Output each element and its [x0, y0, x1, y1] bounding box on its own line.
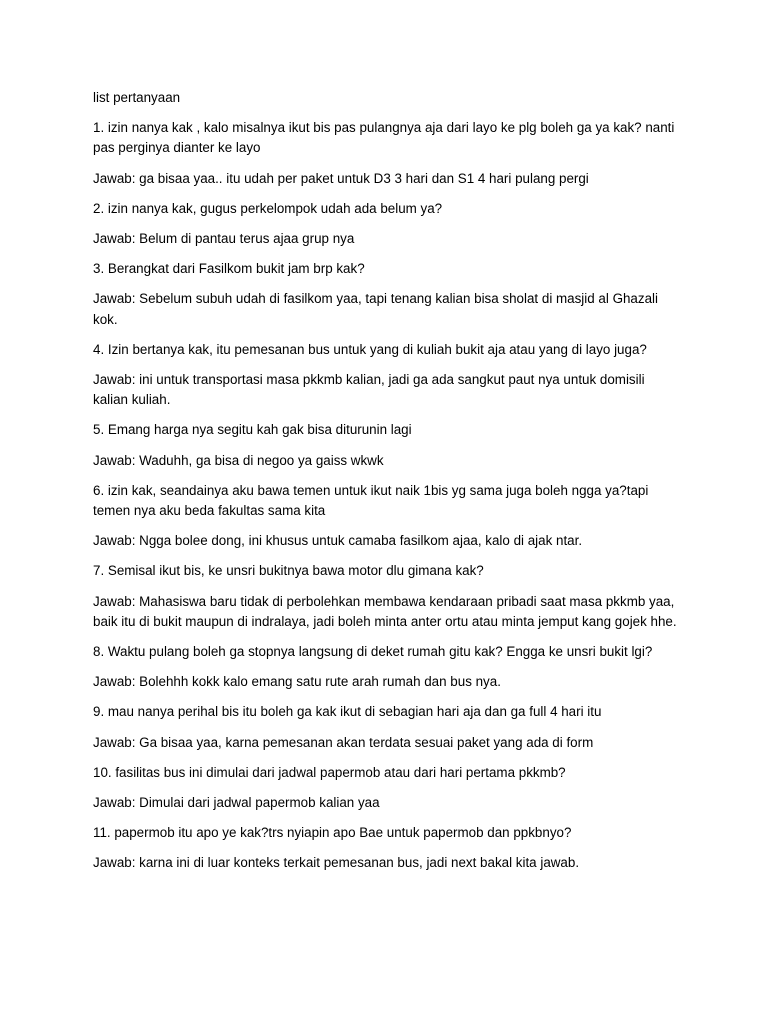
document-title: list pertanyaan [93, 90, 181, 105]
answer-10: Jawab: Dimulai dari jadwal papermob kalian yaa [93, 795, 380, 811]
question-10: 10. fasilitas bus ini dimulai dari jadwal papermob atau dari hari pertama pkkmb? [93, 764, 566, 780]
question-5: 5. Emang harga nya segitu kah gak bisa diturunin lagi [93, 422, 412, 438]
answer-6: Jawab: Ngga bolee dong, ini khusus untuk camaba fasilkom ajaa, kalo di ajak ntar. [93, 533, 583, 549]
question-4: 4. Izin bertanya kak, itu pemesanan bus untuk yang di kuliah bukit aja atau yang di layo juga? [93, 341, 647, 357]
answer-1: Jawab: ga bisaa yaa.. itu udah per paket untuk D3 3 hari dan S1 4 hari pulang pergi [93, 170, 589, 186]
document-page [93, 88, 683, 884]
answer-9: Jawab: Ga bisaa yaa, karna pemesanan akan terdata sesuai paket yang ada di form [93, 734, 594, 750]
question-3: 3. Berangkat dari Fasilkom bukit jam brp kak? [93, 261, 365, 277]
question-8: 8. Waktu pulang boleh ga stopnya langsung di deket rumah gitu kak? Engga ke unsri bukit lgi? [93, 644, 653, 660]
answer-7: Jawab: Mahasiswa baru tidak di perbolehkan membawa kendaraan pribadi saat masa pkkmb yaa, baik itu di bukit maupun di indralaya, jadi boleh minta anter ortu atau minta jemput kang gojek hhe. [93, 593, 677, 629]
answer-3: Jawab: Sebelum subuh udah di fasilkom yaa, tapi tenang kalian bisa sholat di masjid al Ghazali kok. [93, 291, 658, 327]
answer-5: Jawab: Waduhh, ga bisa di negoo ya gaiss wkwk [93, 452, 384, 468]
question-9: 9. mau nanya perihal bis itu boleh ga kak ikut di sebagian hari aja dan ga full 4 hari itu [93, 704, 602, 720]
question-2: 2. izin nanya kak, gugus perkelompok udah ada belum ya? [93, 200, 443, 216]
answer-2: Jawab: Belum di pantau terus ajaa grup nya [93, 231, 355, 247]
question-1: 1. izin nanya kak , kalo misalnya ikut bis pas pulangnya aja dari layo ke plg boleh ga ya kak? nanti pas perginya dianter ke layo [93, 120, 675, 156]
answer-4: Jawab: ini untuk transportasi masa pkkmb kalian, jadi ga ada sangkut paut nya untuk domisili kalian kuliah. [93, 372, 645, 408]
question-6: 6. izin kak, seandainya aku bawa temen untuk ikut naik 1bis yg sama juga boleh ngga ya?tapi temen nya aku beda fakultas sama kita [93, 482, 649, 519]
qa-list [93, 118, 683, 873]
question-11: 11. papermob itu apo ye kak?trs nyiapin apo Bae untuk papermob dan ppkbnyo? [93, 825, 572, 841]
answer-8: Jawab: Bolehhh kokk kalo emang satu rute arah rumah dan bus nya. [93, 674, 501, 690]
question-7: 7. Semisal ikut bis, ke unsri bukitnya bawa motor dlu gimana kak? [93, 563, 484, 579]
answer-11: Jawab: karna ini di luar konteks terkait pemesanan bus, jadi next bakal kita jawab. [93, 855, 580, 871]
